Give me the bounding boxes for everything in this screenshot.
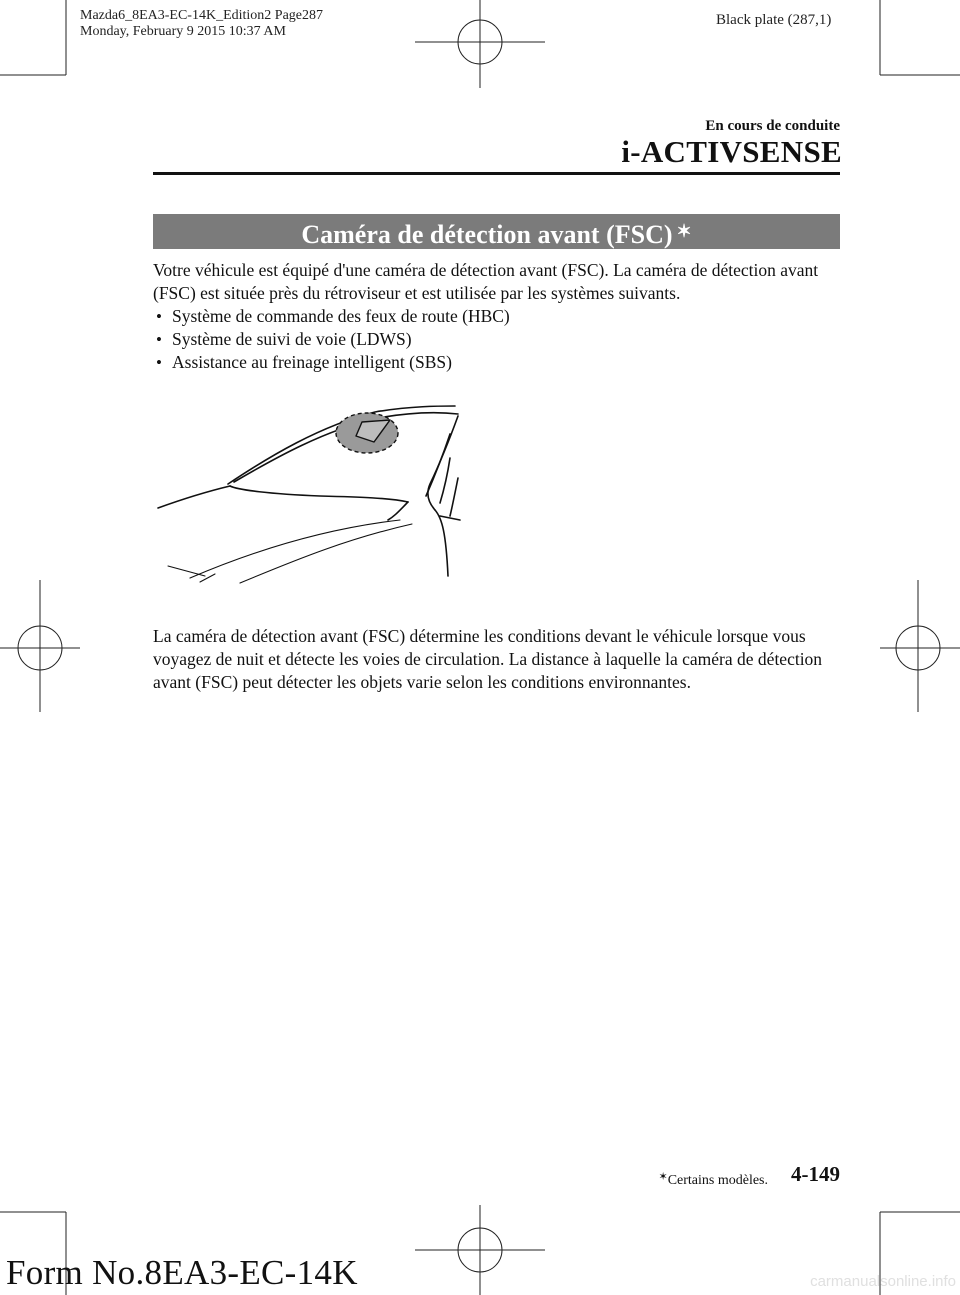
page-number: 4-149 [791, 1162, 840, 1186]
list-item: • Système de suivi de voie (LDWS) [153, 328, 510, 351]
topic-title: Caméra de détection avant (FSC) [301, 220, 673, 249]
systems-list [153, 305, 510, 374]
form-number: Form No.8EA3-EC-14K [6, 1253, 358, 1292]
intro-paragraph: Votre véhicule est équipé d'une caméra de détection avant (FSC). La caméra de détection avant (FSC) est située près du rétroviseur et est utilisée par les systèmes suivants. [153, 260, 819, 303]
black-plate-label: Black plate (287,1) [716, 12, 832, 28]
footnote-text: Certains modèles. [667, 1173, 768, 1188]
body-paragraph: La caméra de détection avant (FSC) détermine les conditions devant le véhicule lorsque vous voyagez de nuit et détecte les voies de circulation. La distance à laquelle la caméra de détection avant (FSC) peut détecter les objets varie selon les conditions environnantes. [153, 626, 823, 692]
topic-title-banner [153, 214, 840, 249]
footnote-star-icon: ✶ [658, 1171, 668, 1183]
footnote [658, 1170, 768, 1189]
print-meta-line2: Monday, February 9 2015 10:37 AM [80, 24, 286, 39]
optional-equipment-star-icon: ✶ [676, 221, 692, 241]
list-item: • Assistance au freinage intelligent (SBS) [153, 351, 510, 374]
watermark: carmanualsonline.info [810, 1273, 956, 1290]
camera-location-illustration [150, 398, 470, 588]
print-metadata [80, 8, 323, 40]
header-divider [153, 172, 840, 175]
print-meta-line1: Mazda6_8EA3-EC-14K_Edition2 Page287 [80, 8, 324, 23]
list-item: • Système de commande des feux de route (HBC) [153, 305, 510, 328]
chapter-title: En cours de conduite [705, 118, 840, 134]
section-title: i-ACTIVSENSE [621, 134, 842, 169]
